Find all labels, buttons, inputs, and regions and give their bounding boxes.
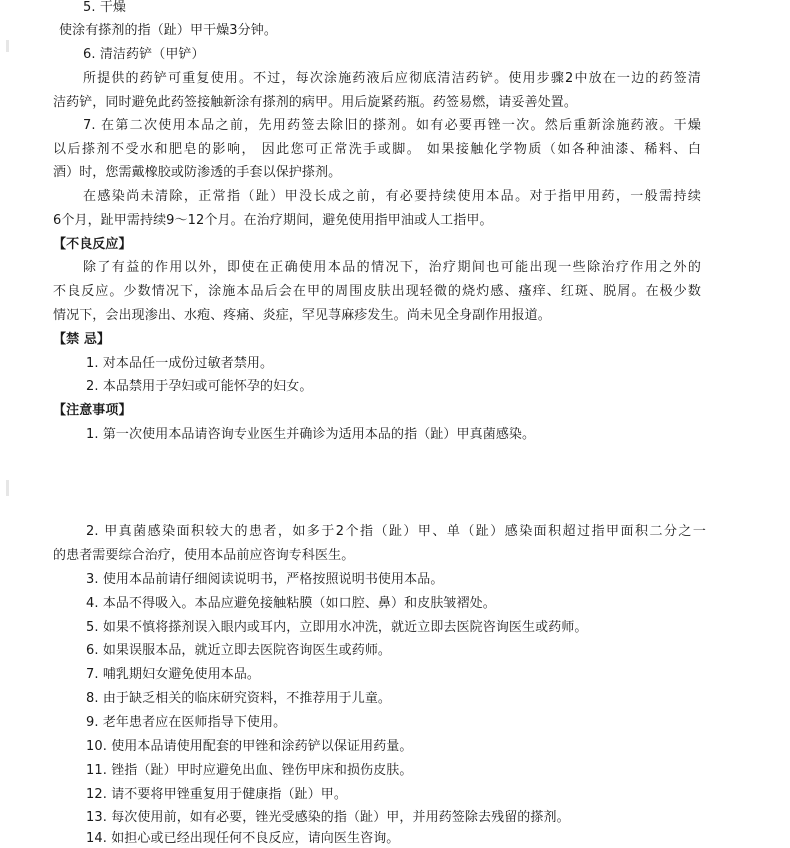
contraindication-item-1: 1. 对本品任一成份过敏者禁用。 [86,356,274,371]
duration-text-line-1: 在感染尚未清除，正常指（趾）甲没长成之前，有必要持续使用本品。对于指甲用药，一般需持续 [83,189,701,204]
step-6-heading: 6. 清洁药铲（甲铲） [83,47,205,62]
step-5-heading: 5. 干燥 [83,0,127,15]
contraindications-heading: 【禁 忌】 [53,332,111,347]
precaution-item-6: 6. 如果误服本品，就近立即去医院咨询医生或药师。 [86,643,392,658]
adverse-reactions-heading: 【不良反应】 [53,237,132,252]
adverse-reactions-line-2: 不良反应。少数情况下，涂施本品后会在甲的周围皮肤出现轻微的烧灼感、瘙痒、红斑、脱屑。在极少数 [53,284,701,299]
precaution-item-11: 11. 锉指（趾）甲时应避免出血、锉伤甲床和损伤皮肤。 [86,763,413,778]
step-5-text: 使涂有搽剂的指（趾）甲干燥3分钟。 [59,23,277,38]
precaution-item-2-line-2: 的患者需要综合治疗，使用本品前应咨询专科医生。 [53,548,355,563]
precaution-item-14: 14. 如担心或已经出现任何不良反应，请向医生咨询。 [86,831,400,846]
precaution-item-10: 10. 使用本品请使用配套的甲锉和涂药铲以保证用药量。 [86,739,413,754]
adverse-reactions-line-1: 除了有益的作用以外，即使在正确使用本品的情况下，治疗期间也可能出现一些除治疗作用之外的 [83,260,701,275]
precaution-item-7: 7. 哺乳期妇女避免使用本品。 [86,667,261,682]
precaution-item-3: 3. 使用本品前请仔细阅读说明书，严格按照说明书使用本品。 [86,572,444,587]
precaution-item-5: 5. 如果不慎将搽剂误入眼内或耳内，立即用水冲洗，就近立即去医院咨询医生或药师。 [86,620,588,635]
precaution-item-8: 8. 由于缺乏相关的临床研究资料，不推荐用于儿童。 [86,691,392,706]
adverse-reactions-line-3: 情况下，会出现渗出、水疱、疼痛、炎症，罕见荨麻疹发生。尚未见全身副作用报道。 [53,308,551,323]
precaution-item-2-line-1: 2. 甲真菌感染面积较大的患者，如多于2个指（趾）甲、单（趾）感染面积超过指甲面积二分之一 [86,524,706,539]
scan-edge-mark [6,40,9,52]
step-7-text-line-2: 以后搽剂不受水和肥皂的影响， 因此您可正常洗手或脚。 如果接触化学物质（如各种油漆、稀料、白 [53,142,701,157]
scan-edge-mark [6,480,9,496]
precaution-item-12: 12. 请不要将甲锉重复用于健康指（趾）甲。 [86,787,348,802]
precaution-item-1: 1. 第一次使用本品请咨询专业医生并确诊为适用本品的指（趾）甲真菌感染。 [86,427,536,442]
step-7-text-line-1: 7. 在第二次使用本品之前，先用药签去除旧的搽剂。如有必要再锉一次。然后重新涂施药液。干燥 [83,118,701,133]
duration-text-line-2: 6个月，趾甲需持续9～12个月。在治疗期间，避免使用指甲油或人工指甲。 [53,213,493,228]
precaution-item-13: 13. 每次使用前，如有必要，锉光受感染的指（趾）甲，并用药签除去残留的搽剂。 [86,810,570,825]
step-7-text-line-3: 酒）时，您需戴橡胶或防渗透的手套以保护搽剂。 [53,165,342,180]
step-6-text-line-2: 洁药铲，同时避免此药签接触新涂有搽剂的病甲。用后旋紧药瓶。药签易燃，请妥善处置。 [53,95,578,110]
precaution-item-9: 9. 老年患者应在医师指导下使用。 [86,715,287,730]
step-6-text-line-1: 所提供的药铲可重复使用。不过，每次涂施药液后应彻底清洁药铲。使用步骤2中放在一边的药签清 [83,71,701,86]
precautions-heading: 【注意事项】 [53,403,132,418]
contraindication-item-2: 2. 本品禁用于孕妇或可能怀孕的妇女。 [86,379,313,394]
precaution-item-4: 4. 本品不得吸入。本品应避免接触粘膜（如口腔、鼻）和皮肤皱褶处。 [86,596,496,611]
